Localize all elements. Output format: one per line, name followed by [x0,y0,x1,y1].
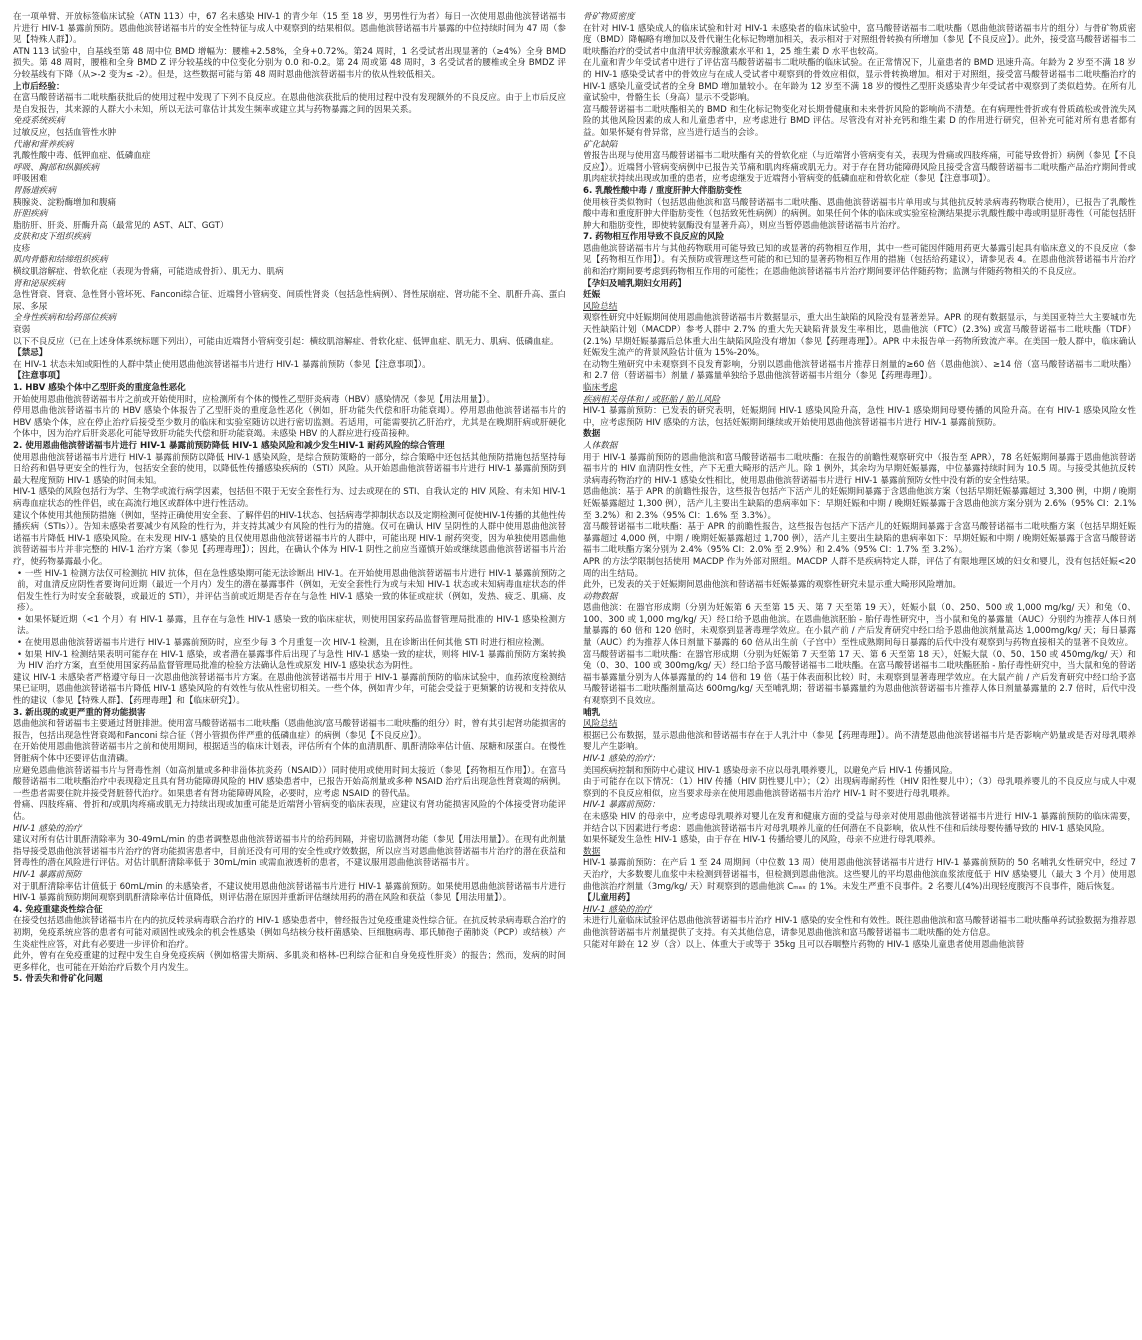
paragraph: 根据已公布数据，显示恩曲他滨和替诺福韦存在于人乳汁中（参见【药理毒理】）。尚不清楚恩曲他滨替诺福韦片是否影响产奶量或是否对母乳喂养婴儿产生影响。 [583,730,1136,753]
section-heading: 4. 免疫重建炎性综合征 [13,904,103,915]
paragraph: 对于肌酐清除率估计值低于 60mL/min 的未感染者，不建议使用恩曲他滨替诺福韦片进行 HIV-1 暴露前预防。如果使用恩曲他滨替诺福韦片进行 HIV-1 暴露前预防期间观察到肌酐清除率估计值降低，则评估潜在原因并重新评估继续用药的潜在风险和获益（参见【用法用量】）。 [13,881,566,904]
paragraph: 胰腺炎、淀粉酶增加和腹痛 [13,197,117,208]
right-column [583,12,1136,951]
paragraph: 横纹肌溶解症、骨软化症（表现为骨痛，可能造成骨折）、肌无力、肌病 [13,267,284,278]
subsection-heading: HIV-1 感染的治疗 [583,904,652,915]
paragraph: 在儿童和青少年受试者中进行了评估富马酸替诺福韦二吡呋酯的临床试验。在正常情况下，儿童患者的 BMD 迅速升高。年龄为 2 岁至不满 18 岁的 HIV-1 感染受试者中的骨效应与在成人受试者中观察到的骨效应相似，显示骨转换增加。相对于对照组，接受富马酸替诺福韦二吡呋酯治疗的 HIV-1 感染儿童受试者的全身 BMD 增加量较小。在年龄为 12 岁至不满 18 岁的慢性乙型肝炎感染青少年受试者中观察到了类似趋势。在所有儿童试验中，骨骼生长（身高）显示不受影响。 [583,58,1136,104]
section-heading: 1. HBV 感染个体中乙型肝炎的重度急性恶化 [13,383,186,393]
subsection-heading: HIV-1 感染的治疗 [13,823,82,834]
subsection-heading: 免疫系统疾病 [13,116,65,127]
paragraph: 富马酸替诺福韦二吡呋酯：基于 APR 的前瞻性报告，这些报告包括产下活产儿的妊娠期间暴露于含富马酸替诺福韦二吡呋酯方案（包括早期妊娠暴露超过 4,000 例，中期 / 晚期妊娠暴露超过 1,700 例），活产儿主要出生缺陷的患病率如下：早期妊娠和中期 / 晚期妊娠暴露于含富马酸替诺福韦二吡呋酯方案分别为 2.4%（95% CI：2.0% 至 2.9%）和 2.4%（95% CI：1.7% 至 3.2%）。 [583,522,1136,556]
paragraph: 在富马酸替诺福韦二吡呋酯获批后的使用过程中发现了下列不良反应。在恩曲他滨获批后的使用过程中没有发现额外的不良反应。由于上市后反应是自发报告，其来源的人群大小未知，所以无法可靠估计其发生频率或建立其与药物暴露之间的因果关系。 [13,93,566,115]
paragraph: 由于可能存在以下情况：（1）HIV 传播（HIV 阴性婴儿中）；（2）出现病毒耐药性（HIV 阳性婴儿中）；（3）母乳喂养婴儿的不良反应与成人中观察到的不良反应相似，应当要求母亲在使用恩曲他滨替诺福韦片治疗 HIV-1 时不要进行母乳喂养。 [583,777,1136,799]
section-heading: 【注意事项】 [13,371,65,382]
paragraph: HIV-1 暴露前预防：在产后 1 至 24 周期间（中位数 13 周）使用恩曲他滨替诺福韦片进行 HIV-1 暴露前预防的 50 名哺乳女性研究中，经过 7 天治疗，大多数婴儿血浆中未检测到替诺福韦，但检测到恩曲他滨。这些婴儿的平均恩曲他滨血浆浓度低于 HIV 感染婴儿（最大 3 个月）使用恩曲他滨治疗剂量（3mg/kg/ 天）时观察到的恩曲他滨 Cₘₐₓ 的 1%。未发生严重不良事件。2 名婴儿(4%)出现轻度腹泻不良事件，随后恢复。 [583,858,1136,892]
paragraph: 停用恩曲他滨替诺福韦片的 HBV 感染个体报告了乙型肝炎的重度急性恶化（例如，肝功能失代偿和肝功能衰竭）。停用恩曲他滨替诺福韦片的 HBV 感染个体，应在停止治疗后接受至少数月的临床和实验室随访以进行密切监测。若适用，可能需要抗乙肝治疗，尤其是在晚期肝病或肝硬化个体中，因为治疗后肝炎恶化可能导致肝功能失代偿和肝功能衰竭。未感染 HBV 的人群应进行疫苗接种。 [13,406,566,440]
section-heading: 上市后经验： [13,81,65,92]
subsection-heading: 全身性疾病和给药部位疾病 [13,313,117,324]
subsection-heading: 肝胆疾病 [13,209,48,220]
paragraph: HIV-1 感染的风险包括行为学、生物学或流行病学因素，包括但不限于无安全套性行为、过去或现在的 STI、自我认定的 HIV 风险、有未知 HIV-1 病毒血症状态的性伴侣，或在高流行地区或群体中进行性活动。 [13,487,566,509]
paragraph: 乳酸性酸中毒、低钾血症、低磷血症 [13,151,151,162]
paragraph: 恩曲他滨替诺福韦片与其他药物联用可能导致已知的或显著的药物相互作用，其中一些可能因伴随用药更大暴露引起具有临床意义的不良反应（参见【药物相互作用】）。有关预防或管理这些可能的和已知的显著药物相互作用的措施（包括给药建议），请参见表 4。在恩曲他滨替诺福韦片治疗前和治疗期间要考虑到药物相互作用的可能性；在恩曲他滨替诺福韦片治疗期间要评估伴随药物；监测与伴随药物相关的不良反应。 [583,243,1136,278]
bullet-item: • 如果怀疑近期（<1 个月）有 HIV-1 暴露，且存在与急性 HIV-1 感染一致的临床症状，则使用国家药品监督管理局批准的 HIV-1 感染检测方法。 [17,614,566,637]
bullet-item: • 如果 HIV-1 检测结果表明可能存在 HIV-1 感染，或者潜在暴露事件后出现了与急性 HIV-1 感染一致的症状，则将 HIV-1 暴露前预防方案转换为 HIV 治疗方案，直至使用国家药品监督管理局批准的检验方法确认急性或原发 HIV-1 感染状态为阴性。 [17,649,566,672]
paragraph: 建议 HIV-1 未感染者严格遵守每日一次恩曲他滨替诺福韦片方案。在恩曲他滨替诺福韦片用于 HIV-1 暴露前预防的临床试验中，血药浓度检测结果已证明，恩曲他滨替诺福韦片降低 HIV-1 感染风险的有效性与依从性密切相关。一些个体，例如青少年，可能会受益于更频繁的访视和支持依从性的建议（参见【特殊人群】、【药理毒理】和【临床研究】）。 [13,672,566,707]
paragraph: 以下不良反应（已在上述身体系统标题下列出），可能由近端肾小管病变引起：横纹肌溶解症、骨软化症、低钾血症、肌无力、肌病、低磷血症。 [13,336,559,347]
bullet-item: • 一些 HIV-1 检测方法仅可检测抗 HIV 抗体，但在急性感染期可能无法诊断出 HIV-1。在开始使用恩曲他滨替诺福韦片进行 HIV-1 暴露前预防之前，对血清反应阴性者要询问近期（最近一个月内）发生的潜在暴露事件（例如，无安全套性行为或与未知 HIV-1 状态或未知病毒血症状态的伴侣发生性行为时安全套破裂，或最近的 STI），并评估当前或近期是否存在与急性 HIV-1 感染一致的体征或症状（例如，发热、疲乏、肌痛、皮疹）。 [17,568,566,614]
subsection-heading: 肾和泌尿疾病 [13,278,65,289]
paragraph: 建议对所有估计肌酐清除率为 30-49mL/min 的患者调整恩曲他滨替诺福韦片的给药间隔，并密切监测肾功能（参见【用法用量】）。在现有此剂量指导接受恩曲他滨替诺福韦片治疗的肾功能损害患者中，目前还没有可用的安全性或疗效数据，所以应当对恩曲他滨替诺福韦片治疗的潜在获益和肾毒性的潜在风险进行评估。对估计肌酐清除率低于 30mL/min 或需血液透析的患者，不建议服用恩曲他滨替诺福韦片。 [13,835,566,869]
subsection-heading: 肌肉骨骼和结缔组织疾病 [13,255,108,266]
subsection-heading: 临床考虑 [583,383,618,393]
paragraph: 骨痛、四肢疼痛、骨折和/或肌肉疼痛或肌无力持续出现或加重可能是近端肾小管病变的临床表现，应建议有肾功能损害风险的个体接受肾功能评估。 [13,800,566,822]
subsection-heading: 动物数据 [583,591,618,602]
section-heading: 3. 新出现的或更严重的肾功能损害 [13,707,146,718]
subsection-heading: 胃肠道疾病 [13,185,56,196]
subsection-heading: HIV-1 暴露前预防： [583,800,660,811]
paragraph: 富马酸替诺福韦二吡呋酯相关的 BMD 和生化标记物变化对长期骨健康和未来骨折风险的影响尚不清楚。在有病理性骨折或有骨质疏松或骨流失风险的其他风险因素的成人和儿童患者中，应考虑进行 BMD 评估。尽管没有对补充钙和维生素 D 的作用进行研究，但补充可能对所有患者都有益。如果怀疑有骨异常，应当进行适当的会诊。 [583,104,1136,138]
paragraph: 在动物生殖研究中未观察到不良发育影响，分别以恩曲他滨替诺福韦片推荐日剂量的≥60 倍（恩曲他滨）、≥14 倍（富马酸替诺福韦二吡呋酯）和 2.7 倍（替诺福韦）剂量 / 暴露量单独给予恩曲他滨替诺福韦片组分（参见【药理毒理】）。 [583,359,1136,382]
subsection-heading: HIV-1 暴露前预防 [13,869,82,880]
section-heading: 数据 [583,429,601,440]
subsection-heading: 疾病相关母体和 / 或胚胎 / 胎儿风险 [583,394,721,405]
paragraph: 在针对 HIV-1 感染成人的临床试验和针对 HIV-1 未感染者的临床试验中，富马酸替诺福韦二吡呋酯（恩曲他滨替诺福韦片的组分）与骨矿物质密度（BMD）降幅略有增加以及骨代谢生化标记物增加相关，表示相对于对照组骨转换有所增加（参见【不良反应】）。此外，接受富马酸替诺福韦二吡呋酯治疗的受试者中血清甲状旁腺激素水平和 1，25 维生素 D 水平也较高。 [583,23,1136,57]
section-heading: 【儿童用药】 [583,893,635,904]
paragraph: 恩曲他滨：在器官形成期（分别为妊娠第 6 天至第 15 天、第 7 天至第 19 天），妊娠小鼠（0、250、500 或 1,000 mg/kg/ 天）和兔（0、100、300 或 1,000 mg/kg/ 天）经口给予恩曲他滨。在恩曲他滨胚胎 - 胎仔毒性研究中，当小鼠和兔的暴露量（AUC）分别约为推荐人体日剂量暴露的 60 倍和 120 倍时，未观察到显著毒理学效应。在小鼠产前 / 产后发育研究中经口给予恩曲他滨剂量高达 1,000mg/kg/ 天；每日暴露量（AUC）约为推荐人体日剂量下暴露的 60 倍从出生前（子宫中）至性成熟期间每日暴露的后代中没有观察到与药物直接相关的显著不良效应。 [583,603,1136,649]
paragraph: 观察性研究中妊娠期间使用恩曲他滨替诺福韦片数据显示，重大出生缺陷的风险没有显著差异。APR 的现有数据显示，与美国亚特兰大主要城市先天性缺陷计划（MACDP）参考人群中 2.7% 的重大先天缺陷背景发生率相比，恩曲他滨（FTC）(2.3%) 或富马酸替诺福韦二吡呋酯（TDF）(2.1%) 早期妊娠暴露后总体重大出生缺陷风险没有增加（参见【药理毒理】）。APR 中未报告单一药物所致流产率。在美国一般人群中，临床确认妊娠发生流产的背景风险估计值为 15%-20%。 [583,313,1136,359]
paragraph: 开始使用恩曲他滨替诺福韦片之前或开始使用时，应检测所有个体的慢性乙型肝炎病毒（HBV）感染情况（参见【用法用量】）。 [13,394,496,405]
paragraph: 皮疹 [13,243,31,254]
paragraph: 在接受包括恩曲他滨替诺福韦片在内的抗反转录病毒联合治疗的 HIV-1 感染患者中，曾经报告过免疫重建炎性综合征。在抗反转录病毒联合治疗的初期，免疫系统应答的患者有可能对顽固性或残余的机会性感染（例如鸟结核分枝杆菌感染、巨细胞病毒、耶氏肺孢子菌肺炎（PCP）或结核）产生炎症性应答，对此有必要进一步评价和治疗。 [13,916,566,950]
subsection-heading: 数据 [583,846,601,857]
paragraph: 使用核苷类似物时（包括恩曲他滨和富马酸替诺福韦二吡呋酯、恩曲他滨替诺福韦片单用或与其他抗反转录病毒药物联合使用），已报告了乳酸性酸中毒和重度肝肿大伴脂肪变性（包括致死性病例）的病例。如果任何个体的临床或实验室检测结果提示乳酸性酸中毒或明显肝毒性（可能包括肝肿大和脂肪变性，即使转氨酶没有显著升高），则应当暂停恩曲他滨替诺福韦片治疗。 [583,197,1136,231]
paragraph: 只能对年龄在 12 岁（含）以上、体重大于或等于 35kg 且可以吞咽整片药物的 HIV-1 感染儿童患者使用恩曲他滨替 [583,939,1025,950]
section-heading: 5. 骨丢失和骨矿化问题 [13,974,103,985]
paragraph: 曾报告出现与使用富马酸替诺福韦二吡呋酯有关的骨软化症（与近端肾小管病变有关，表现为骨痛或四肢疼痛，可能导致骨折）病例（参见【不良反应】）。近端肾小管病变病例中已报告关节痛和肌肉疼痛或肌无力。对于存在肾功能障碍风险且接受含富马酸替诺福韦二吡呋酯产品治疗期间骨或肌肉症状持续出现或加重的患者，应考虑继发于近端肾小管病变的低磷血症和骨软化症（参见【注意事项】）。 [583,151,1136,185]
section-heading: 7. 药物相互作用导致不良反应的风险 [583,232,725,243]
paragraph: 恩曲他滨：基于 APR 的前瞻性报告，这些报告包括产下活产儿的妊娠期间暴露于含恩曲他滨方案（包括早期妊娠暴露超过 3,300 例，中期 / 晚期妊娠暴露超过 1,300 例），活产儿主要出生缺陷的患病率如下：早期妊娠和中期 / 晚期妊娠暴露于含恩曲他滨方案分别为 2.6%（95% CI：2.1% 至 3.2%）和 2.3%（95% CI：1.6% 至 3.3%）。 [583,487,1136,521]
paragraph: 呼吸困难 [13,174,48,185]
paragraph: APR 的方法学限制包括使用 MACDP 作为外部对照组。MACDP 人群不是疾病特定人群，评估了有限地理区域的妇女和婴儿，没有包括妊娠<20 周的出生结局。 [583,556,1136,579]
subsection-heading: 代谢和营养疾病 [13,139,74,150]
paragraph: 在 HIV-1 状态未知或阳性的人群中禁止使用恩曲他滨替诺福韦片进行 HIV-1 暴露前预防（参见【注意事项】）。 [13,359,431,370]
paragraph: 过敏反应，包括血管性水肿 [13,127,117,138]
paragraph: 此外，已发表的关于妊娠期间恩曲他滨和替诺福韦妊娠暴露的观察性研究未显示重大畸形风险增加。 [583,580,962,591]
paragraph: 使用恩曲他滨替诺福韦片进行 HIV-1 暴露前预防以降低 HIV-1 感染风险，是综合预防策略的一部分，综合策略中还包括其他预防措施包括坚持每日给药和倡导更安全的性行为，包括安全套的使用，以降低性传播感染疾病的（STI）风险。从开始恩曲他滨替诺福韦片进行 HIV-1 暴露前预防到最大程度预防 HIV-1 感染的时间未知。 [13,452,566,486]
subsection-heading: 皮肤和皮下组织疾病 [13,232,91,243]
subsection-heading: 呼吸、胸部和纵膈疾病 [13,162,99,173]
paragraph: 此外，曾有在免疫重建的过程中发生自身免疫疾病（例如格雷夫斯病、多肌炎和格林-巴利综合征和自身免疫性肝炎）的报告；然而，发病的时间更多样化，也可能在开始治疗后数个月内发生。 [13,951,566,973]
paragraph: 在开始使用恩曲他滨替诺福韦片之前和使用期间，根据适当的临床计划表，评估所有个体的血清肌酐、肌酐清除率估计值、尿糖和尿蛋白。在慢性肾脏病个体中还要评估血清磷。 [13,742,566,764]
paragraph: HIV-1 暴露前预防：已发表的研究表明，妊娠期间 HIV-1 感染风险升高，急性 HIV-1 感染期间母婴传播的风险升高。在有 HIV-1 感染风险女性中，应考虑预防 HIV 感染的方法，包括妊娠期间继续或开始使用恩曲他滨替诺福韦片进行 HIV-1 暴露前预防。 [583,406,1136,428]
section-heading: 妊娠 [583,290,601,301]
section-heading: 哺乳 [583,707,601,718]
paragraph: 恩曲他滨和替诺福韦主要通过肾脏排泄。使用富马酸替诺福韦二吡呋酯（恩曲他滨/富马酸替诺福韦二吡呋酯的组分）时，曾有其引起肾功能损害的报告，包括出现急性肾衰竭和Fanconi 综合征（肾小管损伤伴严重的低磷血症）的病例（参见【不良反应】）。 [13,719,566,741]
paragraph: 建议个体使用其他预防措施（例如，坚持正确使用安全套、了解伴侣的HIV-1状态、包括病毒学抑制状态以及定期检测可促使HIV-1传播的其他性传播疾病（STIs））。告知未感染者要减少有风险的性行为，并支持其减少有风险的性行为的措施。仅可在确认 HIV 呈阴性的人群中使用恩曲他滨替诺福韦片降低 HIV-1 感染风险。在未发现 HIV-1 感染的且仅使用恩曲他滨替诺福韦片的人群中，可能出现 HIV-1 耐药突变，因为单独使用恩曲他滨替诺福韦片并非完整的 HIV-1 治疗方案（参见【药理毒理】）；因此，在确认个体为 HIV-1 阴性之前应当谨慎开始或继续恩曲他滨替诺福韦片治疗，使药物暴露最小化。 [13,510,566,567]
paragraph: 美国疾病控制和预防中心建议 HIV-1 感染母亲不应以母乳喂养婴儿，以避免产后 HIV-1 传播风险。 [583,765,958,776]
subsection-heading: 人体数据 [583,440,618,451]
section-heading: 【孕妇及哺乳期妇女用药】 [583,278,687,289]
subsection-heading: 风险总结 [583,719,618,730]
section-heading: 【禁忌】 [13,348,48,359]
paragraph: 衰弱 [13,325,31,336]
paragraph: 在未感染 HIV 的母亲中，应考虑母乳喂养对婴儿在发育和健康方面的受益与母亲对使用恩曲他滨替诺福韦片进行 HIV-1 暴露前预防的临床需要，并结合以下因素进行考虑：恩曲他滨替诺福韦片对母乳喂养儿童的任何潜在不良影响，依从性不佳和后续母婴传播导致的 HIV-1 感染风险。 [583,811,1136,834]
subsection-heading: HIV-1 感染的治疗： [583,754,660,764]
paragraph: 用于 HIV-1 暴露前预防的恩曲他滨和富马酸替诺福韦二吡呋酯：在报告的前瞻性观察研究中（报告至 APR），78 名妊娠期间暴露于恩曲他滨替诺福韦片的 HIV 血清阴性女性，产下无重大畸形的活产儿。除 1 例外，其余均为早期妊娠暴露，中位暴露持续时间为 10.5 周。与接受其他抗反转录病毒药物治疗的 HIV-1 感染女性相比，使用恩曲他滨替诺福韦片进行 HIV-1 暴露前预防女性中没有新的安全性结果。 [583,452,1136,486]
paragraph: 脂肪肝、肝炎、肝酶升高（最常见的 AST、ALT、GGT） [13,220,229,231]
bullet-item: • 在使用恩曲他滨替诺福韦片进行 HIV-1 暴露前预防时，应至少每 3 个月重复一次 HIV-1 检测，且在诊断出任何其他 STI 时进行相应检测。 [17,638,550,649]
subsection-heading: 骨矿物质密度 [583,12,635,22]
paragraph: 应避免恩曲他滨替诺福韦片与肾毒性剂（如高剂量或多种非甾体抗炎药（NSAID））同时使用或使用时间太接近（参见【药物相互作用】）。在富马酸替诺福韦二吡呋酯治疗中表现稳定且具有肾功能障碍风险的 HIV 感染患者中，已报告开始高剂量或多种 NSAID 治疗后出现急性肾衰竭的病例。一些患者需要住院并接受肾脏替代治疗。如果患者有肾功能障碍风险，必要时，应考虑 NSAID 的替代品。 [13,765,566,799]
paragraph: 未进行儿童临床试验评估恩曲他滨替诺福韦片治疗 HIV-1 感染的安全性和有效性。既往恩曲他滨和富马酸替诺福韦二吡呋酯单药试验数据为推荐恩曲他滨替诺福韦片剂量提供了支持。有关其他信息，请参见恩曲他滨和富马酸替诺福韦二吡呋酯的处方信息。 [583,916,1136,938]
section-heading: 6. 乳酸性酸中毒 / 重度肝肿大伴脂肪变性 [583,185,742,196]
subsection-heading: 风险总结 [583,301,618,312]
paragraph: 富马酸替诺福韦二吡呋酯：在器官形成期（分别为妊娠第 7 天至第 17 天、第 6 天至第 18 天），妊娠大鼠（0、50、150 或 450mg/kg/ 天）和兔（0、30、100 或 300mg/kg/ 天）经口给予富马酸替诺福韦二吡呋酯。在富马酸替诺福韦二吡呋酯胚胎 - 胎仔毒性研究中，当大鼠和兔的替诺福韦暴露量分别为人体暴露量的约 14 倍和 19 倍（基于体表面积比较）时，未观察到显著毒理学效应。在大鼠产前 / 产后发育研究中经口给予富马酸替诺福韦二吡呋酯剂量高达 600mg/kg/ 天至哺乳期；替诺福韦暴露量约为恩曲他滨替诺福韦片推荐人体日剂量暴露量的 2.7 倍时，后代中没有观察到不良效应。 [583,649,1136,707]
paragraph: 如果怀疑发生急性 HIV-1 感染，由于存在 HIV-1 传播给婴儿的风险，母亲不应进行母乳喂养。 [583,835,941,846]
left-column [13,12,566,986]
subsection-heading: 矿化缺陷 [583,139,618,150]
paragraph: ATN 113 试验中，自基线至第 48 周中位 BMD 增幅为：腰椎+2.58%，全身+0.72%。第24 周时，1 名受试者出现显著的（≥4%）全身 BMD 损失。第 48 周时，腰椎和全身 BMD Z 评分较基线的中位变化分别为 0.0 和-0.2。第 24 周或第 48 周时，3 名受试者的腰椎或全身 BMDZ 评分较基线有下降（从>-2 变为≤ -2）。但是，这些数据可能与第 48 周时恩曲他滨替诺福韦片的依从性较低相关。 [13,46,566,80]
section-heading: 2. 使用恩曲他滨替诺福韦片进行 HIV-1 暴露前预防降低 HIV-1 感染风险和减少发生HIV-1 耐药风险的综合管理 [13,440,445,451]
paragraph: 在一项单臂、开放标签临床试验（ATN 113）中，67 名未感染 HIV-1 的青少年（15 至 18 岁，男男性行为者）每日一次使用恩曲他滨替诺福韦片进行 HIV-1 暴露前预防。恩曲他滨替诺福韦片的安全性特征与成人中观察到的结果相似。恩曲他滨替诺福韦片暴露的中位持续时间为 47 周（参见【特殊人群】）。 [13,12,566,46]
paragraph: 急性肾衰、肾衰、急性肾小管坏死、Fanconi综合征、近端肾小管病变、间质性肾炎（包括急性病例）、肾性尿崩症、肾功能不全、肌酐升高、蛋白尿、多尿 [13,290,566,312]
